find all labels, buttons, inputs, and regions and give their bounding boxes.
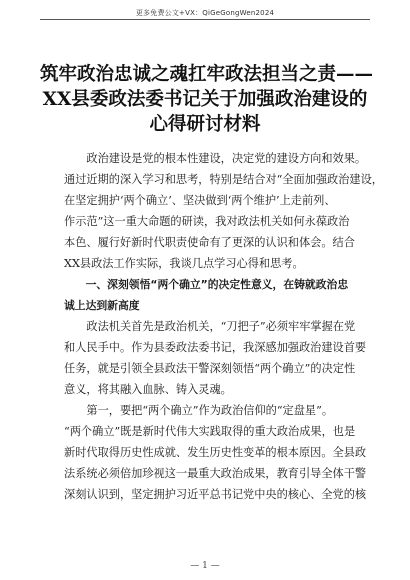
title-line: 心得研讨材料 <box>149 114 261 135</box>
body-line: 作示范”这一重大命题的研读，我对政法机关如何永葆政治 <box>64 215 350 228</box>
title-line: 筑牢政治忠诚之魂扛牢政法担当之责—— <box>40 64 374 85</box>
title-line: XX县委政法委书记关于加强政治建设的 <box>42 89 368 110</box>
document-title <box>40 62 374 137</box>
body-line: “两个确立”既是新时代伟大实践取得的重大政治成果，也是 <box>64 425 356 438</box>
body-line: 任务，就是引领全县政法干警深刻领悟“两个确立”的决定性 <box>64 362 356 375</box>
body-line: 在坚定拥护‘两个确立’、坚决做到‘两个维护’上走前列、 <box>64 194 336 207</box>
body-line: 法系统必须倍加珍视这一最重大政治成果，教育引导全体干警 <box>64 467 367 480</box>
page-number: — 1 — <box>190 561 220 571</box>
body-line: 深刻认识到，坚定拥护习近平总书记党中央的核心、全党的核 <box>64 488 367 501</box>
header-note: 更多免费公文+VX：QiGeGongWen2024 <box>135 9 275 17</box>
header-divider <box>40 19 370 20</box>
body-line: 本色、履行好新时代职责使命有了更深的认识和体会。结合 <box>64 236 355 249</box>
body-line: 第一，要把“两个确立”作为政治信仰的“定盘星”。 <box>64 404 334 417</box>
section-heading-line: 诚上达到新高度 <box>64 299 140 312</box>
body-line: 意义，将其融入血脉、铸入灵魂。 <box>64 383 232 396</box>
body-line: 新时代取得历史性成就、发生历史性变革的根本原因。全县政 <box>64 446 367 459</box>
body-line: 和人民手中。作为县委政法委书记，我深感加强政治建设首要 <box>64 341 367 354</box>
body-line: 政法机关首先是政治机关，“刀把子”必须牢牢掌握在党 <box>64 320 356 333</box>
body-text <box>64 148 383 505</box>
body-line: 通过近期的深入学习和思考，特别是结合对“全面加强政治建设， <box>64 173 383 186</box>
body-line: 政治建设是党的根本性建设，决定党的建设方向和效果。 <box>64 152 367 165</box>
section-heading-line: 一、深刻领悟“两个确立”的决定性意义，在铸就政治忠 <box>64 278 349 291</box>
body-line: XX县政法工作实际，我谈几点学习心得和思考。 <box>64 257 304 270</box>
